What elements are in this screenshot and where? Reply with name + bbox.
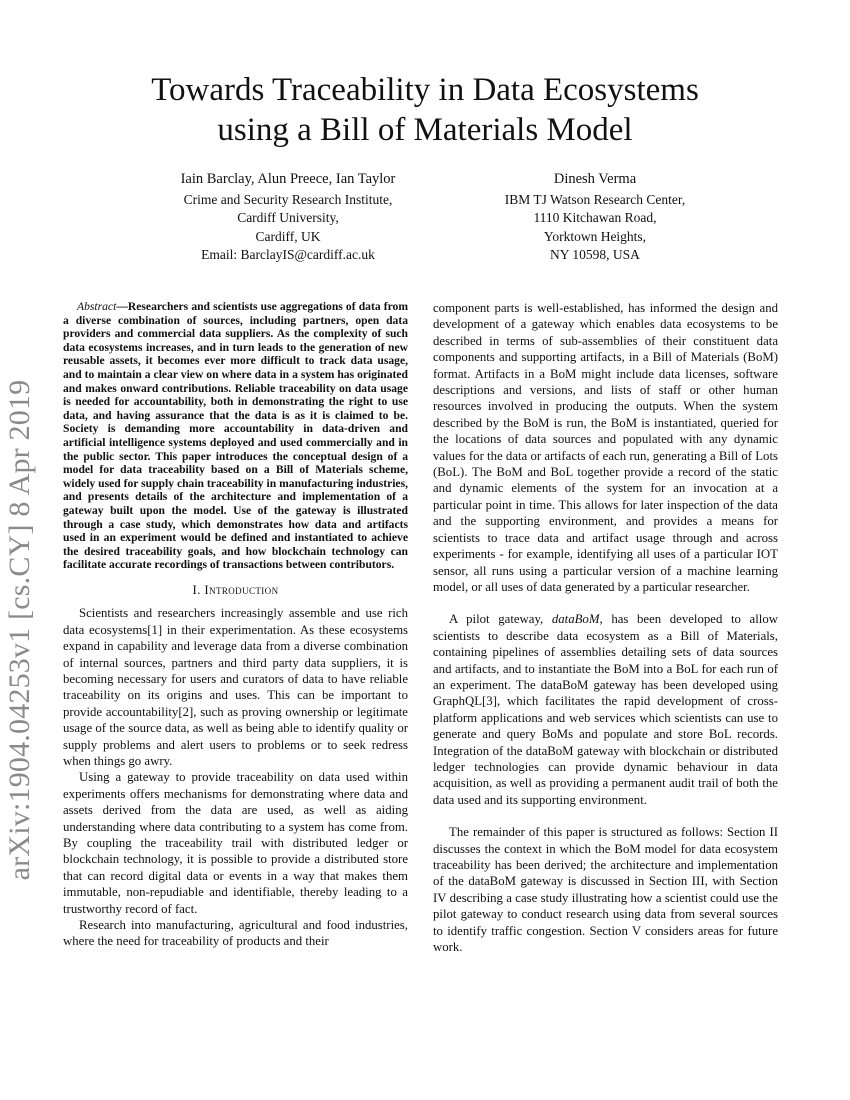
body-paragraph: Using a gateway to provide traceability on data used within experiments offers mechanisms for demonstrating where data and assets derived from the data are used, as well as aiding understanding where data contributing to a system has come from. By coupling the traceability trail with distributed ledger or blockchain technology, it is possible to provide a distributed store that can record digital data or events in a way that makes them immutable, non-repudiable and identifiable, thereby leading to a trustworthy record of fact.: [63, 770, 408, 916]
body-paragraph: Research into manufacturing, agricultural and food industries, where the need for traceability of products and their: [63, 918, 408, 949]
body-paragraph: Scientists and researchers increasingly assemble and use rich data ecosystems[1] in their experimentation. As these ecosystems expand in capability and leverage data from a diverse combination of internal sources, partners and third party data suppliers, it is becoming necessary for users and curators of data to have reliable traceability on its origins and uses. This can be important to provide accountability[2], such as proving ownership or legitimate usage of the source data, as well as being able to identify quality or supply problems and alert users to problems or to seek redress when things go awry.: [63, 606, 408, 768]
affiliation-line: Cardiff University,: [237, 210, 339, 225]
left-column: [63, 300, 408, 950]
body-paragraph: [433, 611, 778, 808]
paragraph-gap: [433, 595, 778, 611]
affiliation-line: IBM TJ Watson Research Center,: [504, 191, 686, 207]
abstract: [63, 300, 408, 572]
affiliation-line: Crime and Security Research Institute,: [183, 191, 393, 207]
affiliation-line: Yorktown Heights,: [543, 228, 647, 244]
affiliation-line: NY 10598, USA: [550, 247, 640, 262]
author-names: Dinesh Verma: [553, 171, 637, 187]
body-paragraph: component parts is well-established, has informed the design and development of a gateway which enables data ecosystems to be described in terms of sub-assemblies of their constituent data components and supporting artifacts, in a Bill of Materials (BoM) format. Artifacts in a BoM might include data licenses, software descriptions and versions, and lists of staff or other human resources involved in producing the outputs. When the system described by the BoM is run, the BoM is instantiated, queried for the locations of data sources and populated with any dynamic values for the data or artifacts of each run, generating a Bill of Lots (BoL). The BoM and BoL together provide a record of the static and dynamic elements of the system for an invocation at a particular point in time. This allows for later inspection of the data and the supporting environment, and provides a means for scientists to trace data and artifact usage through and across experiments - for example, identifying all uses of a particular IOT sensor, all runs using a particular version of a machine learning model, or all uses of data generated by a particular researcher.: [433, 301, 778, 594]
title-line-1: Towards Traceability in Data Ecosystems: [151, 72, 699, 108]
paragraph-rest: , has been developed to allow scientists to describe data ecosystem as a Bill of Materials, containing pipelines of assemblies detailing sets of data sources and artifacts, and to instantiate the BoM into a BoL for each run of an experiment. The dataBoM gateway has been developed using GraphQL[3], which facilitates the rapid development of cross-platform applications and web services which scientists can use to generate and query BoMs and populate and store BoL records. Integration of the dataBoM gateway with blockchain or distributed ledger technologies can provide dynamic behaviour in data acquisition, as well as providing a permanent audit trail of both the data used and its supporting environment.: [433, 612, 778, 807]
paragraph-gap: [433, 808, 778, 824]
paragraph-lead: A pilot gateway,: [449, 612, 552, 627]
arxiv-stamp-text: arXiv:1904.04253v1 [cs.CY] 8 Apr 2019: [3, 379, 36, 881]
author-email: Email: BarclayIS@cardiff.ac.uk: [201, 247, 375, 262]
affiliation-line: 1110 Kitchawan Road,: [533, 210, 657, 225]
title-line-2: using a Bill of Materials Model: [217, 112, 633, 148]
affiliation-line: Cardiff, UK: [255, 228, 321, 244]
body-paragraph: The remainder of this paper is structured as follows: Section II discusses the context in which the BoM model for data ecosystem traceability has been derived; the architecture and implementation of the dataBoM gateway is discussed in Section III, with Section IV describing a case study illustrating how a scientist could use the pilot gateway to conduct research using data from several sources to identify traffic congestion. Section V considers areas for future work.: [433, 825, 778, 955]
abstract-label: Abstract: [77, 300, 117, 313]
paper-title: [100, 70, 750, 150]
section-heading: [63, 582, 408, 598]
author-block-2: [445, 170, 745, 265]
right-column: [433, 300, 778, 955]
section-number: I.: [192, 582, 201, 597]
author-names: Iain Barclay, Alun Preece, Ian Taylor: [180, 171, 396, 187]
abstract-text: —Researchers and scientists use aggregations of data from a diverse combination of sources, including partners, open data providers and commercial data suppliers. As the complexity of such data ecosystems increases, and in turn leads to the generation of new reusable assets, it becomes ever more difficult to track data usage, and to maintain a clear view on where data in a system has originated and makes onward contributions. Reliable traceability on data usage is needed for accountability, both in demonstrating the right to use data, and having assurance that the data is as it is claimed to be. Society is demanding more accountability in data-driven and artificial intelligence systems deployed and used commercially and in the public sector. This paper introduces the conceptual design of a model for data traceability based on a Bill of Materials scheme, widely used for supply chain traceability in manufacturing industries, and presents details of the architecture and implementation of a gateway built upon the model. Use of the gateway is illustrated through a case study, which demonstrates how data and artifacts used in an experiment would be defined and instantiated to achieve the desired traceability goals, and how blockchain technology can facilitate accurate recordings of transactions between contributors.: [63, 300, 408, 572]
author-block-1: [138, 170, 438, 265]
gateway-name: dataBoM: [551, 612, 600, 627]
section-title: Introduction: [204, 582, 279, 597]
